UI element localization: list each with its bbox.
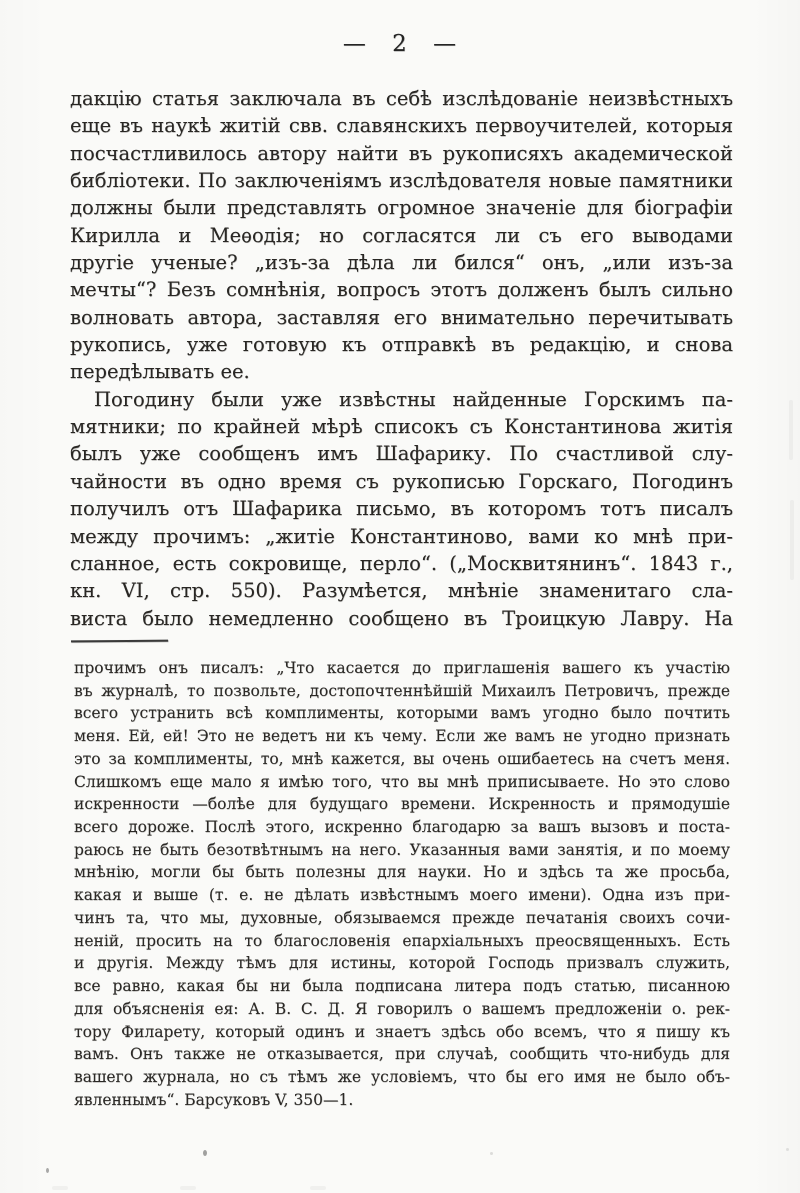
text-line: мнѣнію, могли бы быть полезны для науки. Но и здѣсь та же просьба, <box>74 863 730 882</box>
text-line: кн. VI, стр. 550). Разумѣется, мнѣніе знаменитаго сла- <box>70 579 733 603</box>
text-line: искренности —болѣе для будущаго времени. Искренность и прямодушіе <box>74 795 730 814</box>
text-line: Слишкомъ еще мало я имѣю того, что вы мнѣ приписываете. Но это слово <box>74 772 730 791</box>
text-line: въ журналѣ, то позвольте, достопочтеннѣйшій Михаилъ Петровичъ, прежде <box>74 681 730 700</box>
text-line: волновать автора, заставляя его внимательно перечитывать <box>70 305 733 329</box>
scan-bleedthrough <box>52 1186 68 1190</box>
text-line: еще въ наукѣ житій свв. славянскихъ первоучителей, которыя <box>70 114 733 138</box>
text-line: передѣлывать ее. <box>70 360 250 384</box>
main-body-text <box>70 85 733 632</box>
scan-speck <box>203 1150 207 1156</box>
text-line: какая и выше (т. е. не дѣлать извѣстнымъ моего имени). Одна изъ при- <box>74 886 730 905</box>
text-line: раюсь не быть безотвѣтнымъ на него. Указанныя вами занятія, и по моему <box>74 840 730 859</box>
text-line: всего устранить всѣ комплименты, которыми вамъ угодно было почтить <box>74 704 730 723</box>
footnote-text <box>74 657 730 1111</box>
text-line: это за комплименты, то, мнѣ кажется, вы очень ошибаетесь на счетъ меня. <box>74 749 730 768</box>
scan-speck <box>46 1168 49 1173</box>
text-line: сланное, есть сокровище, перло“. („Москвитянинъ“. 1843 г., <box>70 551 733 575</box>
text-line: Кирилла и Меѳодія; но согласятся ли съ его выводами <box>70 223 733 247</box>
text-line: мечты“? Безъ сомнѣнія, вопросъ этотъ долженъ былъ сильно <box>70 278 733 302</box>
text-line: Погодину были уже извѣстны найденные Горскимъ па- <box>94 387 733 411</box>
text-line: рукопись, уже готовую къ отправкѣ въ редакцію, и снова <box>70 333 733 357</box>
scan-bleedthrough <box>789 400 793 460</box>
text-line: между прочимъ: „житіе Константиново, вами ко мнѣ при- <box>70 524 733 548</box>
scan-bleedthrough <box>790 500 794 580</box>
text-line: все равно, какая бы ни была подписана литера подъ статью, писанною <box>74 977 730 996</box>
text-line: явленнымъ“. Барсуковъ V, 350—1. <box>74 1090 354 1109</box>
text-line: дакцію статья заключала въ себѣ изслѣдованіе неизвѣстныхъ <box>70 87 733 110</box>
text-line: былъ уже сообщенъ имъ Шафарику. По счастливой слу- <box>70 442 733 466</box>
text-line: вамъ. Онъ также не отказывается, при случаѣ, сообщить что-нибудь для <box>74 1045 730 1064</box>
text-line: библіотеки. По заключеніямъ изслѣдователя новые памятники <box>70 169 733 193</box>
text-line: чинъ та, что мы, духовные, обязываемся прежде печатанія своихъ сочи- <box>74 908 730 927</box>
text-line: мятники; по крайней мѣрѣ списокъ съ Константинова житія <box>70 415 733 439</box>
text-line: должны были представлять огромное значеніе для біографіи <box>70 196 733 220</box>
text-line: посчастливилось автору найти въ рукописяхъ академической <box>70 141 733 165</box>
text-line: другіе ученые? „изъ-за дѣла ли бился“ онъ, „или изъ-за <box>70 251 733 275</box>
text-line: всего дороже. Послѣ этого, искренно благодарю за вашъ вызовъ и поста- <box>74 818 730 837</box>
text-line: и другія. Между тѣмъ для истины, которой Господь призвалъ служить, <box>74 954 730 973</box>
text-line: виста было немедленно сообщено въ Троицкую Лавру. На <box>70 606 733 630</box>
text-line: вашего журнала, но съ тѣмъ же условіемъ, что бы его имя не было объ- <box>74 1067 730 1086</box>
scan-speck <box>786 1148 789 1151</box>
text-line: для объясненія ея: А. В. С. Д. Я говорилъ о вашемъ предложеніи о. рек- <box>74 999 730 1018</box>
page-number-header: — 2 — <box>342 31 458 57</box>
text-line: прочимъ онъ писалъ: „Что касается до приглашенія вашего къ участію <box>74 659 730 677</box>
scan-bleedthrough <box>180 1186 196 1190</box>
text-line: тору Филарету, который одинъ и знаетъ здѣсь обо всемъ, что я пишу къ <box>74 1022 730 1041</box>
text-line: меня. Ей, ей! Это не ведетъ ни къ чему. Если же вамъ не угодно признать <box>74 727 730 746</box>
text-line: неній, просить на то благословенія епархіальныхъ преосвященныхъ. Есть <box>74 931 730 950</box>
text-line: получилъ отъ Шафарика письмо, въ которомъ тотъ писалъ <box>70 497 733 521</box>
scan-bleedthrough <box>310 1186 326 1190</box>
text-line: чайности въ одно время съ рукописью Горскаго, Погодинъ <box>70 469 733 493</box>
footnote-separator-rule <box>71 640 168 643</box>
scan-speck <box>490 1152 493 1155</box>
